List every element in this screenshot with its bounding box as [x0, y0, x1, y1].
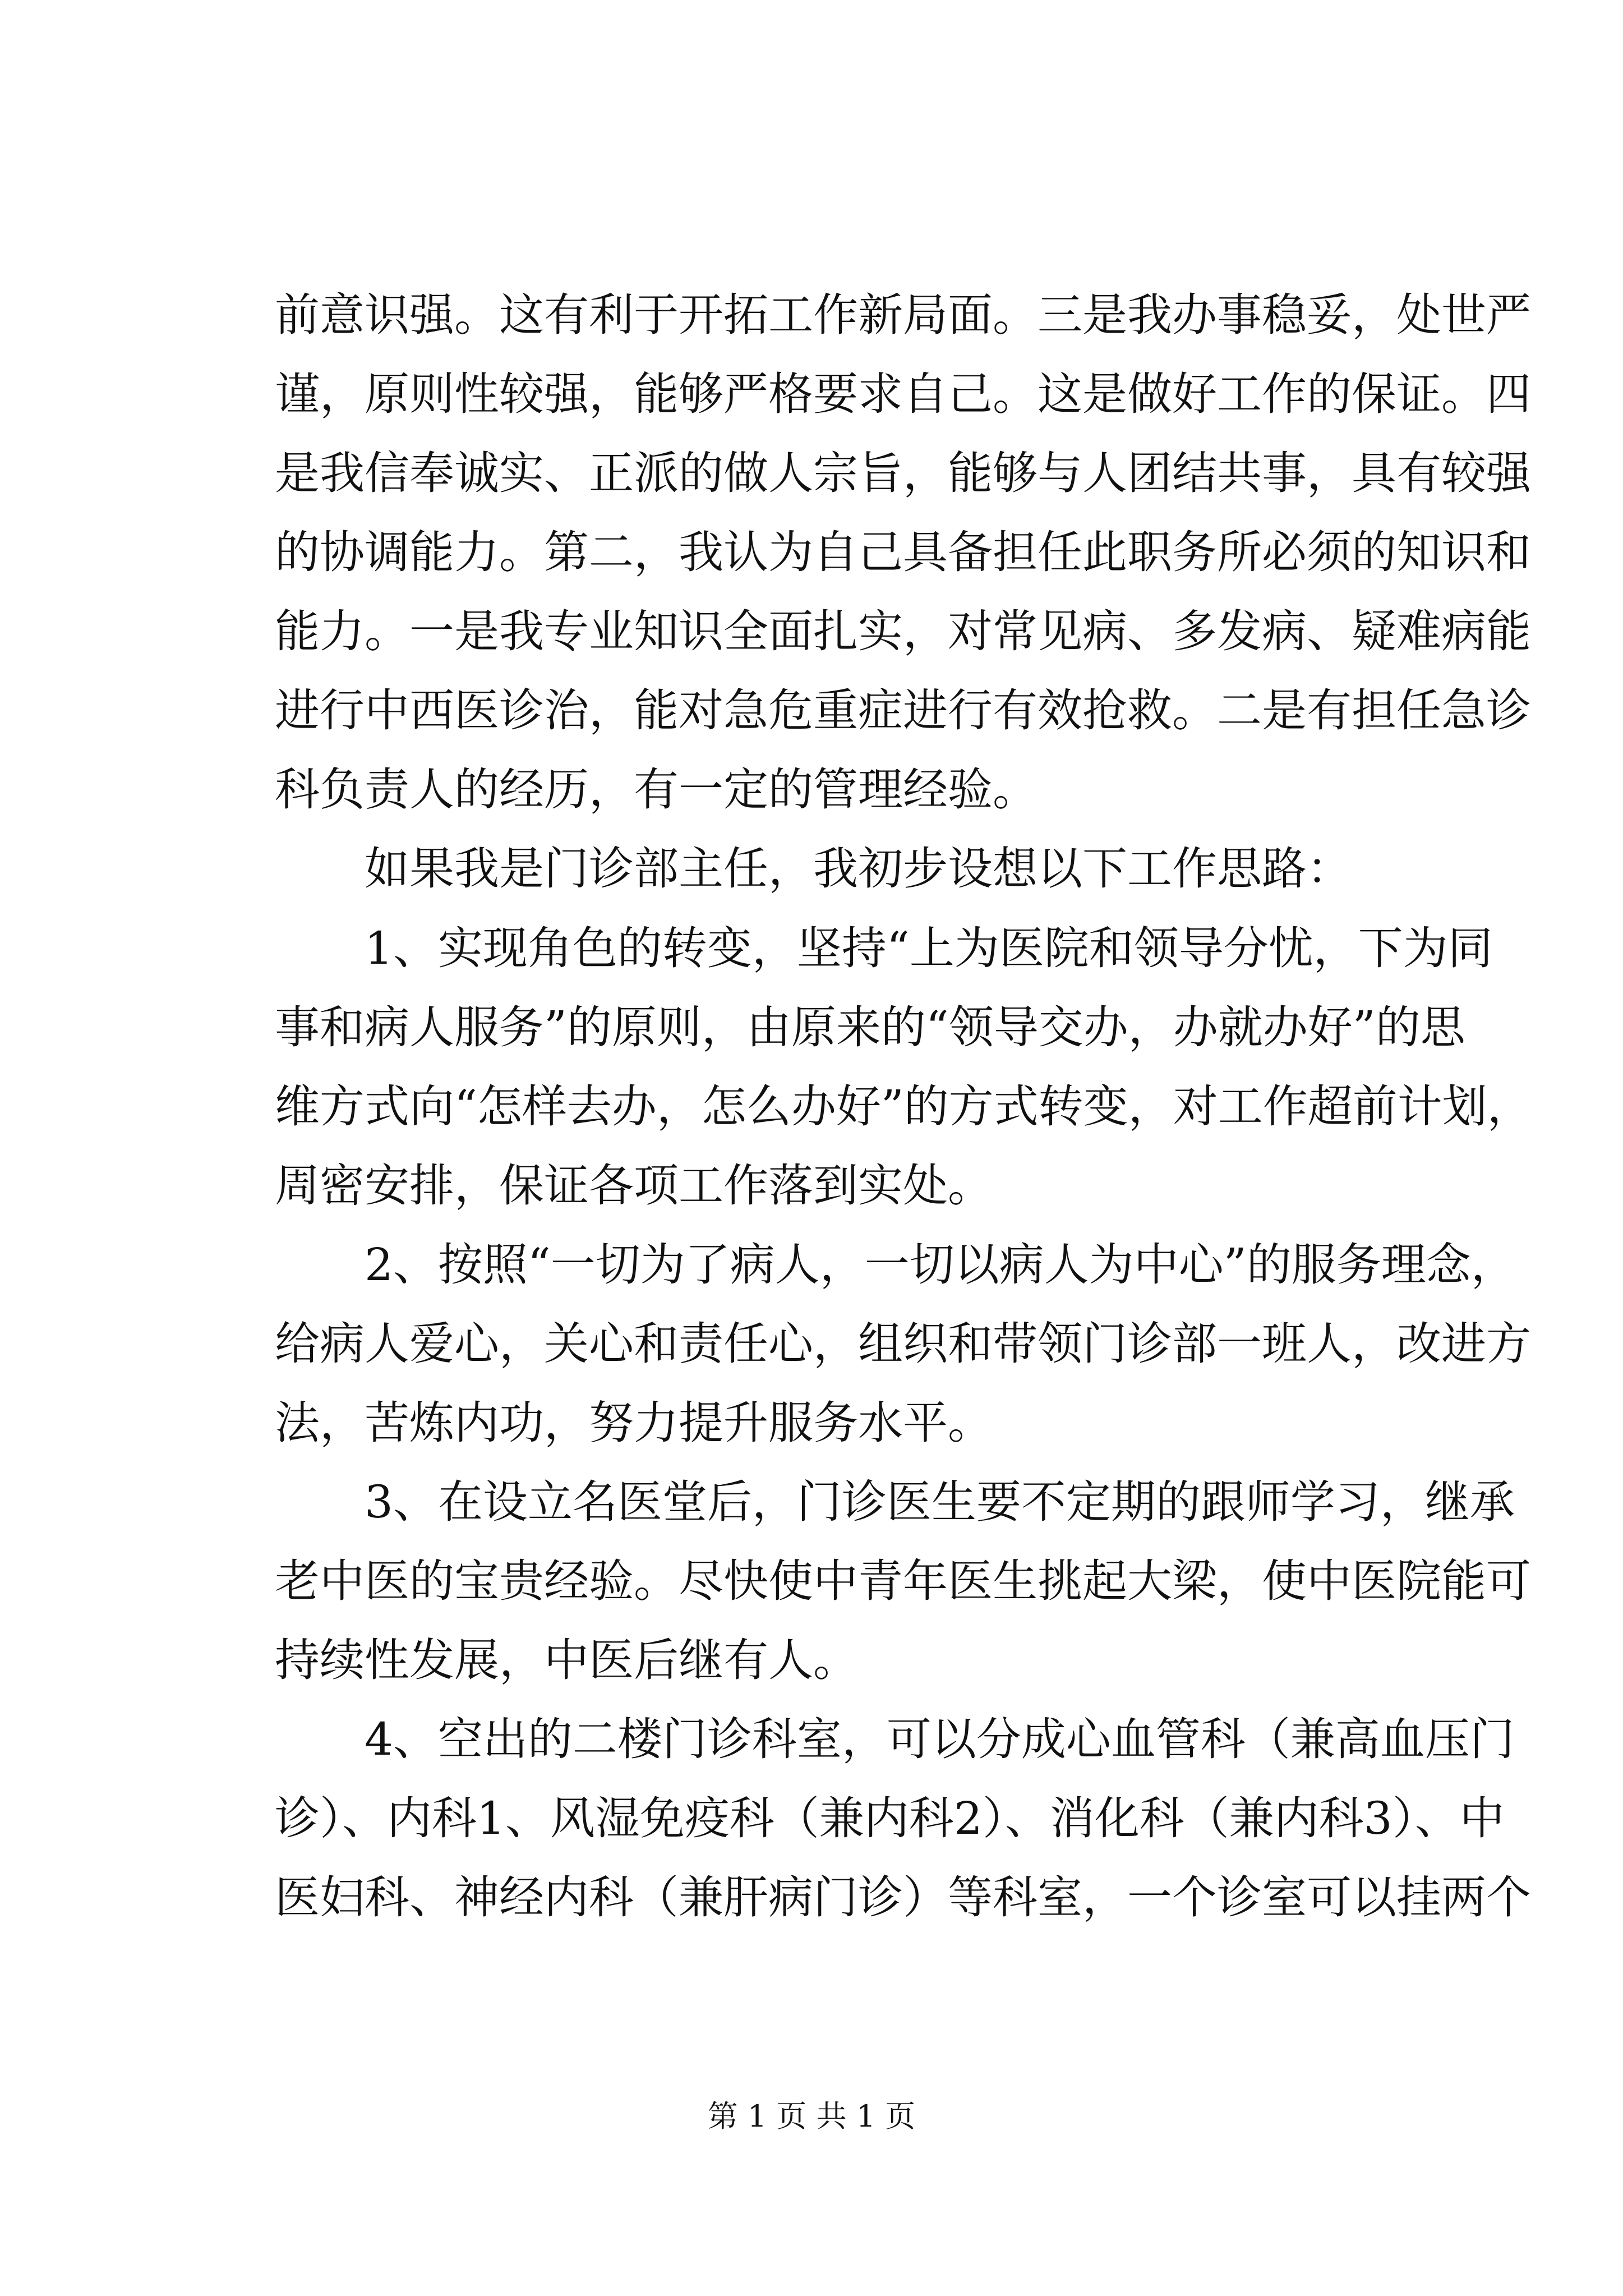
- text-line: 事和病人服务”的原则，由原来的“领导交办，办就办好”的思: [275, 1001, 1465, 1053]
- text-line: 2、按照“一切为了病人，一切以病人为中心”的服务理念，: [275, 1239, 1516, 1291]
- text-line: 持续性发展，中医后继有人。: [275, 1634, 858, 1686]
- text-line: 给病人爱心，关心和责任心，组织和带领门诊部一班人，改进方: [275, 1318, 1531, 1370]
- text-line: 维方式向“怎样去办，怎么办好”的方式转变，对工作超前计划，: [275, 1080, 1532, 1133]
- text-line: 4、空出的二楼门诊科室，可以分成心血管科（兼高血压门: [275, 1713, 1515, 1765]
- text-line: 老中医的宝贵经验。尽快使中青年医生挑起大梁，使中医院能可: [275, 1555, 1531, 1607]
- text-line: 诊）、内科1、风湿免疫科（兼内科2）、消化科（兼内科3）、中: [275, 1792, 1505, 1844]
- text-line: 能力。一是我专业知识全面扎实，对常见病、多发病、疑难病能: [275, 605, 1531, 657]
- text-line: 医妇科、神经内科（兼肝病门诊）等科室，一个诊室可以挂两个: [275, 1871, 1531, 1924]
- text-line: 周密安排，保证各项工作落到实处。: [275, 1159, 993, 1212]
- text-line: 的协调能力。第二，我认为自己具备担任此职务所必须的知识和: [275, 526, 1531, 578]
- text-line: 1、实现角色的转变，坚持“上为医院和领导分忧，下为同: [275, 922, 1493, 974]
- text-line: 科负责人的经历，有一定的管理经验。: [275, 763, 1038, 816]
- text-line: 谨，原则性较强，能够严格要求自己。这是做好工作的保证。四: [275, 368, 1531, 420]
- text-line: 3、在设立名医堂后，门诊医生要不定期的跟师学习，继承: [275, 1476, 1515, 1528]
- text-line: 如果我是门诊部主任，我初步设想以下工作思路：: [275, 843, 1352, 895]
- text-line: 是我信奉诚实、正派的做人宗旨，能够与人团结共事，具有较强: [275, 447, 1531, 499]
- page-footer: 第 1 页 共 1 页: [707, 2099, 916, 2134]
- text-line: 法，苦炼内功，努力提升服务水平。: [275, 1397, 993, 1449]
- text-line: 前意识强。这有利于开拓工作新局面。三是我办事稳妥，处世严: [275, 289, 1531, 341]
- text-line: 进行中西医诊治，能对急危重症进行有效抢救。二是有担任急诊: [275, 684, 1531, 737]
